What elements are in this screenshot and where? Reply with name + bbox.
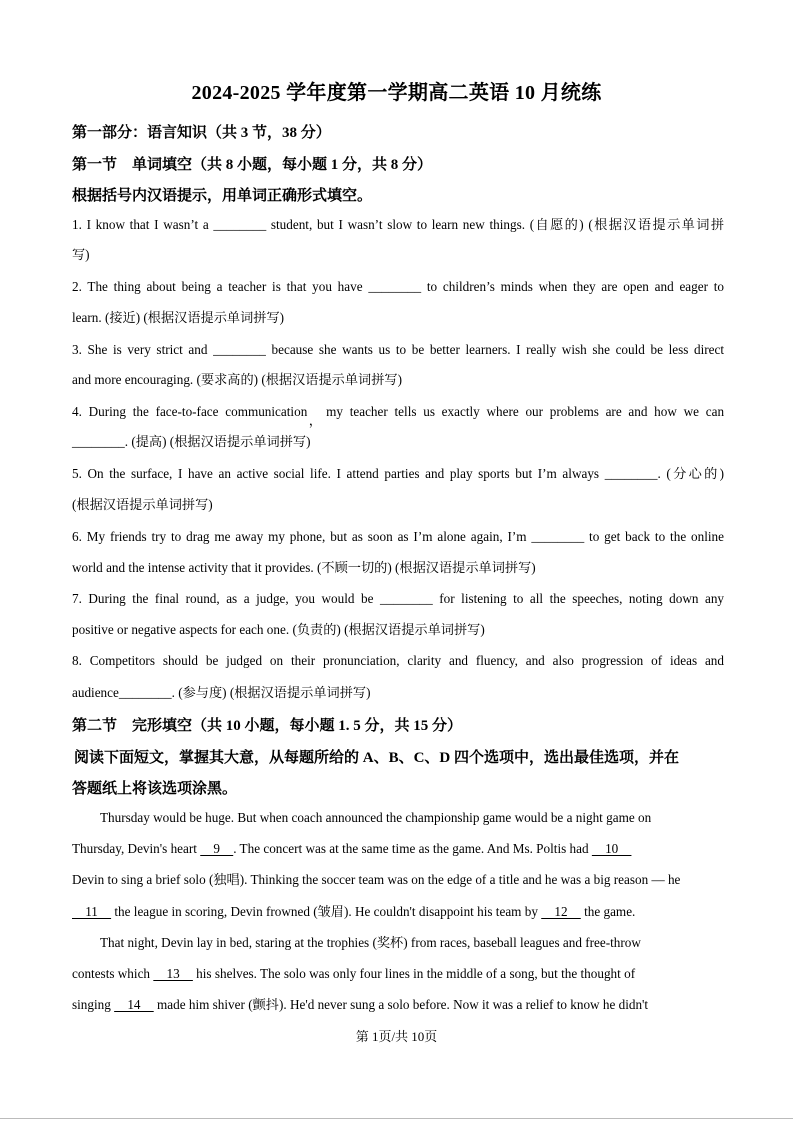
answer-blank: ________ (118, 685, 172, 700)
passage-p1-line-3: Devin to sing a brief solo (独唱). Thinking the soccer team was on the edge of a title and he was a big reason — he (72, 872, 681, 887)
question-7-line-1 (72, 591, 724, 607)
question-2-line-2: learn. (接近) (根据汉语提示单词拼写) (72, 310, 285, 325)
cloze-blank-11: 11 (72, 904, 112, 919)
question-8-line-1: 8. Competitors should be judged on their pronunciation, clarity and fluency, and also progression of ideas and (72, 653, 724, 668)
section1-instruction: 根据括号内汉语提示，用单词正确形式填空。 (72, 188, 373, 204)
question-text: 3. She is very strict and (72, 342, 208, 357)
question-text: . (提高) (根据汉语提示单词拼写) (124, 434, 311, 449)
question-6-line-1 (72, 529, 724, 545)
answer-blank: ________ (213, 342, 266, 357)
question-text: . (分心的) (657, 466, 725, 481)
question-text: . (参与度) (根据汉语提示单词拼写) (171, 685, 371, 700)
passage-p2-line-1: That night, Devin lay in bed, staring at the trophies (奖杯) from races, baseball leagues and free-throw (100, 935, 641, 950)
page-title: 2024-2025 学年度第一学期高二英语 10 月统练 (191, 82, 602, 104)
question-3-line-2: and more encouraging. (要求高的) (根据汉语提示单词拼写) (72, 372, 402, 387)
passage-text: the game. (584, 904, 636, 919)
section1-heading: 第一节 单词填空（共 8 小题，每小题 1 分，共 8 分） (72, 157, 433, 173)
question-text: 2. The thing about being a teacher is that you have (72, 279, 363, 294)
question-text: 1. I know that I wasn’t a (72, 217, 209, 232)
passage-text: Thursday, Devin's heart (72, 841, 197, 856)
question-6-line-2: world and the intense activity that it provides. (不顾一切的) (根据汉语提示单词拼写) (72, 560, 536, 575)
question-5-line-2: (根据汉语提示单词拼写) (72, 497, 213, 512)
question-text (72, 404, 326, 428)
question-8-line-2 (72, 685, 724, 701)
question-1-line-1 (72, 217, 724, 233)
question-text: my teacher tells us exactly where our problems are and how we can (326, 404, 725, 419)
question-text: audience (72, 685, 119, 700)
passage-text: the league in scoring, Devin frowned (皱眉). He couldn't disappoint his team by (114, 904, 538, 919)
question-text: because she wants us to be better learners. I really wish she could be less direct (271, 342, 725, 357)
question-text: 6. My friends try to drag me away my phone, but as soon as I’m alone again, I’m (72, 529, 527, 544)
question-text-part: 4. During the face-to-face communication (72, 404, 308, 419)
cloze-blank-9: 9 (200, 841, 234, 856)
question-text: to children’s minds when they are open and eager to (426, 279, 725, 294)
answer-blank: ________ (604, 466, 658, 481)
question-text: for listening to all the speeches, noting down any (439, 591, 725, 606)
cloze-blank-10: 10 (591, 841, 632, 856)
section2-instruction-line-2: 答题纸上将该选项涂黑。 (72, 781, 238, 797)
passage-text: singing (72, 997, 111, 1012)
passage-p1-line-2 (72, 841, 724, 857)
question-1-line-2: 写) (72, 247, 90, 262)
answer-blank: ________ (531, 529, 585, 544)
question-text: 5. On the surface, I have an active social life. I attend parties and play sports but I’m always (72, 466, 600, 481)
question-text: 7. During the final round, as a judge, you would be (72, 591, 374, 606)
answer-blank: ________ (213, 217, 267, 232)
question-7-line-2: positive or negative aspects for each one. (负责的) (根据汉语提示单词拼写) (72, 622, 485, 637)
cloze-blank-13: 13 (153, 966, 193, 981)
question-5-line-1 (72, 466, 724, 482)
answer-blank: ________ (72, 434, 125, 449)
passage-text: contests which (72, 966, 151, 981)
comma: ， (305, 413, 326, 428)
passage-text: . The concert was at the same time as the game. And Ms. Poltis had (233, 841, 589, 856)
section2-instruction-line-1: 阅读下面短文，掌握其大意，从每题所给的 A、B、C、D 四个选项中，选出最佳选项，并在 (74, 750, 680, 766)
bottom-divider (0, 1118, 793, 1119)
passage-p1-line-1: Thursday would be huge. But when coach announced the championship game would be a night game on (100, 810, 652, 825)
question-text: student, but I wasn’t slow to learn new things. (自愿的) (根据汉语提示单词拼 (270, 217, 725, 232)
answer-blank: ________ (368, 279, 422, 294)
part1-heading: 第一部分：语言知识（共 3 节，38 分） (72, 125, 331, 141)
passage-p2-line-3 (72, 997, 724, 1013)
section2-heading: 第二节 完形填空（共 10 小题，每小题 1. 5 分，共 15 分） (72, 718, 463, 734)
passage-text: made him shiver (颤抖). He'd never sung a solo before. Now it was a relief to know he didn't (157, 997, 649, 1012)
question-2-line-1 (72, 279, 724, 295)
question-text: to get back to the online (589, 529, 725, 544)
passage-p1-line-4 (72, 904, 724, 920)
question-3-line-1 (72, 342, 724, 358)
cloze-blank-14: 14 (114, 997, 154, 1012)
cloze-blank-12: 12 (541, 904, 581, 919)
passage-text: his shelves. The solo was only four lines in the middle of a song, but the thought of (196, 966, 636, 981)
question-4-line-2 (72, 434, 724, 450)
blank-with-hint (605, 466, 724, 481)
page-footer: 第 1页/共 10页 (355, 1029, 438, 1044)
passage-p2-line-2 (72, 966, 724, 982)
question-4-line-1 (72, 404, 725, 428)
answer-blank: ________ (379, 591, 433, 606)
